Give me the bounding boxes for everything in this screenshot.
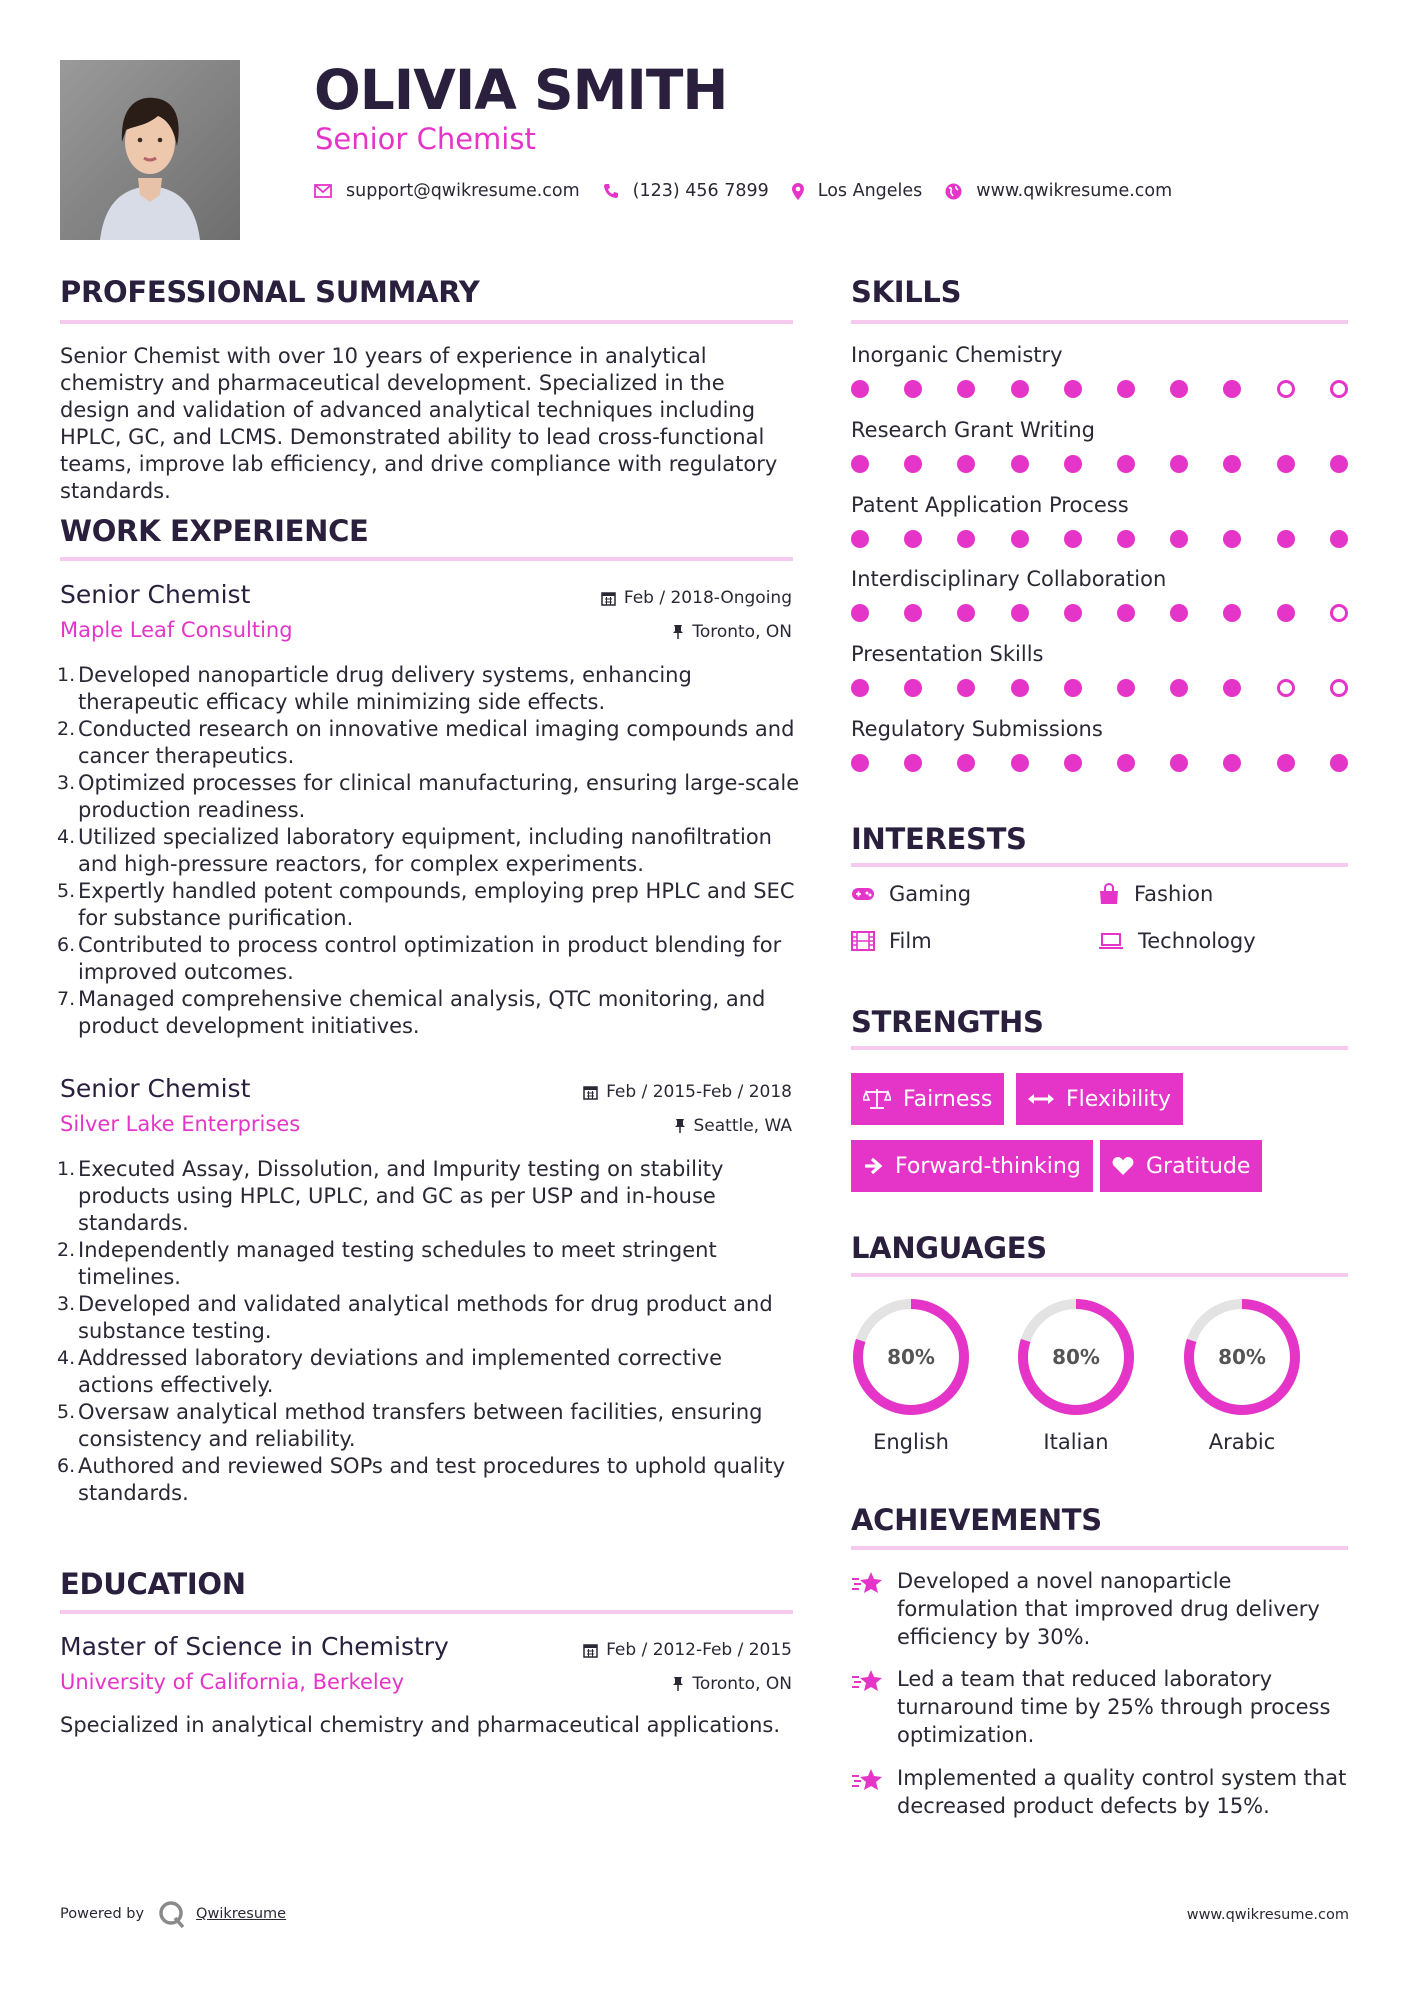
strength-label: Flexibility [1066, 1086, 1171, 1112]
language-item [1015, 1296, 1137, 1454]
education-location [672, 1674, 792, 1694]
skill-dot-filled [1330, 455, 1348, 473]
skill-rating [851, 754, 1347, 774]
education-date [583, 1640, 792, 1660]
film-icon [851, 931, 875, 951]
skills-heading: SKILLS [851, 275, 962, 309]
language-name: Italian [1043, 1430, 1109, 1454]
skill-dot-filled [1223, 455, 1241, 473]
education-date-text: Feb / 2012-Feb / 2015 [606, 1640, 792, 1660]
summary-rule [60, 320, 793, 324]
job-duty: 7. Managed comprehensive chemical analysis, QTC monitoring, and product development initiatives. [57, 987, 766, 1038]
skill-dot-filled [1117, 530, 1135, 548]
skill-dot-filled [1170, 530, 1188, 548]
interest-label: Film [889, 929, 932, 953]
job-role: Senior Chemist [60, 580, 251, 609]
gamepad-icon [851, 886, 875, 902]
skill-item [851, 567, 1351, 591]
language-name: English [873, 1430, 949, 1454]
skill-dot-filled [904, 380, 922, 398]
interest-label: Fashion [1134, 882, 1214, 906]
job-date-text: Feb / 2018-Ongoing [623, 588, 792, 608]
skill-dot-filled [1064, 455, 1082, 473]
skill-dot-empty [1277, 380, 1295, 398]
job-duty: 5. Expertly handled potent compounds, employing prep HPLC and SEC for substance purification. [57, 879, 795, 930]
achievements-rule [851, 1546, 1348, 1550]
calendar-icon [583, 1085, 598, 1100]
education-description: Specialized in analytical chemistry and pharmaceutical applications. [60, 1713, 781, 1737]
skill-dot-filled [1117, 754, 1135, 772]
skill-name: Research Grant Writing [851, 418, 1095, 442]
education-location-text: Toronto, ON [692, 1674, 792, 1694]
skill-dot-filled [1011, 530, 1029, 548]
shopping-bag-icon [1098, 883, 1120, 905]
interest-label: Technology [1138, 929, 1256, 953]
contact-bar [314, 178, 1195, 204]
powered-by-text: Powered by [60, 1906, 145, 1922]
skill-dot-filled [1223, 380, 1241, 398]
skill-dot-filled [1223, 754, 1241, 772]
job-duty: 1. Developed nanoparticle drug delivery systems, enhancing therapeutic efficacy while minimizing side effects. [57, 663, 692, 714]
contact-email-text: support@qwikresume.com [346, 181, 580, 201]
qwikresume-link[interactable]: Qwikresume [196, 1906, 287, 1922]
interest-technology [1098, 929, 1256, 953]
skill-dot-filled [1277, 604, 1295, 622]
interest-film [851, 929, 932, 953]
footer-powered-by [60, 1900, 286, 1928]
interests-heading: INTERESTS [851, 822, 1027, 856]
skill-dot-filled [851, 455, 869, 473]
job-company: Silver Lake Enterprises [60, 1112, 301, 1136]
interest-fashion [1098, 882, 1213, 906]
education-degree: Master of Science in Chemistry [60, 1632, 449, 1661]
skill-dot-filled [957, 679, 975, 697]
experience-heading: WORK EXPERIENCE [60, 514, 369, 548]
job-duty: 1. Executed Assay, Dissolution, and Impurity testing on stability products using HPLC, UPLC, and GC as per USP and in-house standards. [57, 1157, 724, 1235]
skill-dot-filled [1170, 754, 1188, 772]
skill-rating [851, 455, 1347, 475]
contact-phone-text: (123) 456 7899 [632, 181, 769, 201]
skill-dot-filled [1064, 530, 1082, 548]
profile-photo [60, 60, 240, 240]
strength-label: Forward-thinking [895, 1153, 1081, 1179]
skill-dot-filled [1277, 455, 1295, 473]
achievement-text: Led a team that reduced laboratory turnaround time by 25% through process optimization. [897, 1667, 1331, 1747]
language-item [850, 1296, 972, 1454]
skill-dot-filled [1330, 754, 1348, 772]
skill-dot-filled [957, 455, 975, 473]
skill-dot-empty [1330, 604, 1348, 622]
interests-rule [851, 863, 1348, 867]
job-location [674, 1116, 793, 1136]
skill-dot-filled [1064, 754, 1082, 772]
skill-name: Presentation Skills [851, 642, 1044, 666]
skill-item [851, 418, 1351, 442]
skill-item [851, 642, 1351, 666]
skill-dot-filled [904, 530, 922, 548]
strengths-rule [851, 1046, 1348, 1050]
skill-item [851, 717, 1351, 741]
education-heading: EDUCATION [60, 1567, 246, 1601]
skill-dot-filled [1011, 754, 1029, 772]
balance-scale-icon [863, 1088, 891, 1110]
qwikresume-logo-icon [158, 1900, 186, 1928]
job-duty: 2. Independently managed testing schedules to meet stringent timelines. [57, 1238, 717, 1289]
language-percent: 80% [887, 1345, 935, 1369]
skill-dot-filled [1011, 679, 1029, 697]
job-location [672, 622, 792, 642]
job-duty: 4. Utilized specialized laboratory equipment, including nanofiltration and high-pressure reactors, for complex experiments. [57, 825, 772, 876]
language-percent: 80% [1218, 1345, 1266, 1369]
candidate-name: OLIVIA SMITH [314, 58, 728, 122]
pushpin-icon [672, 1676, 684, 1692]
languages-heading: LANGUAGES [851, 1231, 1047, 1265]
interest-gaming [851, 882, 971, 906]
job-duties [57, 662, 800, 1040]
skill-rating [851, 380, 1347, 400]
job-role: Senior Chemist [60, 1074, 251, 1103]
skill-rating [851, 604, 1347, 624]
strength-tag [851, 1073, 1004, 1125]
job-duty: 5. Oversaw analytical method transfers between facilities, ensuring consistency and reliability. [57, 1400, 763, 1451]
language-item [1181, 1296, 1303, 1454]
skill-dot-filled [904, 679, 922, 697]
shooting-star-icon [851, 1667, 885, 1699]
skill-dot-filled [1117, 679, 1135, 697]
laptop-icon [1098, 932, 1124, 950]
skill-dot-filled [1170, 380, 1188, 398]
language-percent: 80% [1052, 1345, 1100, 1369]
job-duty: 4. Addressed laboratory deviations and implemented corrective actions effectively. [57, 1346, 723, 1397]
phone-icon [603, 183, 619, 199]
strength-tag [1100, 1140, 1262, 1192]
job-location-text: Toronto, ON [692, 622, 792, 642]
skill-dot-empty [1330, 679, 1348, 697]
skill-dot-filled [1011, 604, 1029, 622]
summary-heading: PROFESSIONAL SUMMARY [60, 275, 480, 309]
strength-tag [851, 1140, 1093, 1192]
pushpin-icon [672, 624, 684, 640]
envelope-icon [314, 184, 332, 198]
skill-dot-filled [851, 530, 869, 548]
skill-dot-filled [904, 604, 922, 622]
skill-dot-filled [1170, 679, 1188, 697]
job-company: Maple Leaf Consulting [60, 618, 293, 642]
language-name: Arabic [1208, 1430, 1276, 1454]
skill-dot-filled [1064, 604, 1082, 622]
job-duty: 3. Developed and validated analytical methods for drug product and substance testing. [57, 1292, 773, 1343]
skill-dot-filled [851, 679, 869, 697]
shooting-star-icon [851, 1766, 885, 1798]
candidate-title: Senior Chemist [315, 122, 536, 156]
summary-text: Senior Chemist with over 10 years of experience in analytical chemistry and pharmaceutical development. Specialized in the design and validation of advanced analytical techniques including HPLC, GC, and LCMS. Demonstrated ability to lead cross-functional teams, improve lab efficiency, and drive compliance with regulatory standards. [60, 344, 778, 503]
job-duty: 6. Contributed to process control optimization in product blending for improved outcomes. [57, 933, 782, 984]
education-rule [60, 1610, 793, 1614]
contact-email[interactable] [314, 181, 580, 201]
skill-dot-filled [1330, 530, 1348, 548]
skill-dot-filled [851, 604, 869, 622]
calendar-icon [583, 1643, 598, 1658]
experience-rule [60, 557, 793, 561]
skill-dot-filled [1117, 455, 1135, 473]
job-duties [57, 1156, 800, 1507]
skill-dot-filled [1064, 380, 1082, 398]
skill-dot-filled [1223, 679, 1241, 697]
education-entry [60, 1632, 792, 1737]
skill-dot-filled [904, 455, 922, 473]
contact-location-text: Los Angeles [817, 181, 923, 201]
job-duty: 6. Authored and reviewed SOPs and test procedures to uphold quality standards. [57, 1454, 786, 1505]
job-date [601, 588, 792, 608]
skills-rule [851, 320, 1348, 324]
heart-icon [1112, 1156, 1134, 1176]
job-duty: 3. Optimized processes for clinical manufacturing, ensuring large-scale production readiness. [57, 771, 800, 822]
languages-rule [851, 1273, 1348, 1277]
skill-dot-filled [957, 530, 975, 548]
pushpin-icon [674, 1118, 686, 1134]
skill-rating [851, 530, 1347, 550]
skill-dot-empty [1277, 679, 1295, 697]
footer-website[interactable]: www.qwikresume.com [1186, 1907, 1349, 1923]
job-date-text: Feb / 2015-Feb / 2018 [606, 1082, 792, 1102]
skill-dot-filled [851, 754, 869, 772]
arrow-right-icon [863, 1157, 883, 1175]
contact-website-text: www.qwikresume.com [976, 181, 1173, 201]
skill-dot-filled [904, 754, 922, 772]
skill-dot-filled [957, 754, 975, 772]
calendar-icon [601, 591, 616, 606]
achievement-text: Developed a novel nanoparticle formulation that improved drug delivery efficiency by 30%. [897, 1569, 1320, 1649]
contact-website[interactable] [945, 181, 1172, 201]
job-location-text: Seattle, WA [693, 1116, 792, 1136]
skill-dot-filled [1223, 604, 1241, 622]
skill-dot-filled [1011, 455, 1029, 473]
job-duty: 2. Conducted research on innovative medical imaging compounds and cancer therapeutics. [57, 717, 795, 768]
strength-tag [1016, 1073, 1183, 1125]
shooting-star-icon [851, 1569, 885, 1601]
skill-dot-filled [1170, 455, 1188, 473]
contact-location [792, 181, 923, 201]
strength-label: Fairness [903, 1086, 993, 1112]
skill-rating [851, 679, 1347, 699]
skill-dot-empty [1330, 380, 1348, 398]
map-marker-icon [792, 183, 804, 200]
job-date [583, 1082, 792, 1102]
skill-dot-filled [851, 380, 869, 398]
strengths-heading: STRENGTHS [851, 1005, 1044, 1039]
skill-dot-filled [1117, 380, 1135, 398]
job-entry [57, 1074, 792, 1505]
skill-name: Inorganic Chemistry [851, 343, 1063, 367]
education-school: University of California, Berkeley [60, 1670, 405, 1694]
skill-dot-filled [1277, 530, 1295, 548]
skill-item [851, 343, 1351, 367]
skill-dot-filled [957, 380, 975, 398]
skill-dot-filled [1117, 604, 1135, 622]
skill-dot-filled [1011, 380, 1029, 398]
skill-name: Regulatory Submissions [851, 717, 1103, 741]
skill-name: Patent Application Process [851, 493, 1129, 517]
skill-name: Interdisciplinary Collaboration [851, 567, 1167, 591]
contact-phone[interactable] [603, 181, 769, 201]
job-entry [57, 580, 800, 1038]
arrows-horizontal-icon [1028, 1092, 1054, 1106]
skill-dot-filled [957, 604, 975, 622]
globe-icon [945, 183, 962, 200]
skill-dot-filled [1170, 604, 1188, 622]
achievements-heading: ACHIEVEMENTS [851, 1503, 1102, 1537]
skill-dot-filled [1064, 679, 1082, 697]
skill-dot-filled [1223, 530, 1241, 548]
interest-label: Gaming [889, 882, 972, 906]
achievement-text: Implemented a quality control system that decreased product defects by 15%. [897, 1766, 1347, 1818]
skill-dot-filled [1277, 754, 1295, 772]
skill-item [851, 493, 1351, 517]
strength-label: Gratitude [1146, 1153, 1251, 1179]
